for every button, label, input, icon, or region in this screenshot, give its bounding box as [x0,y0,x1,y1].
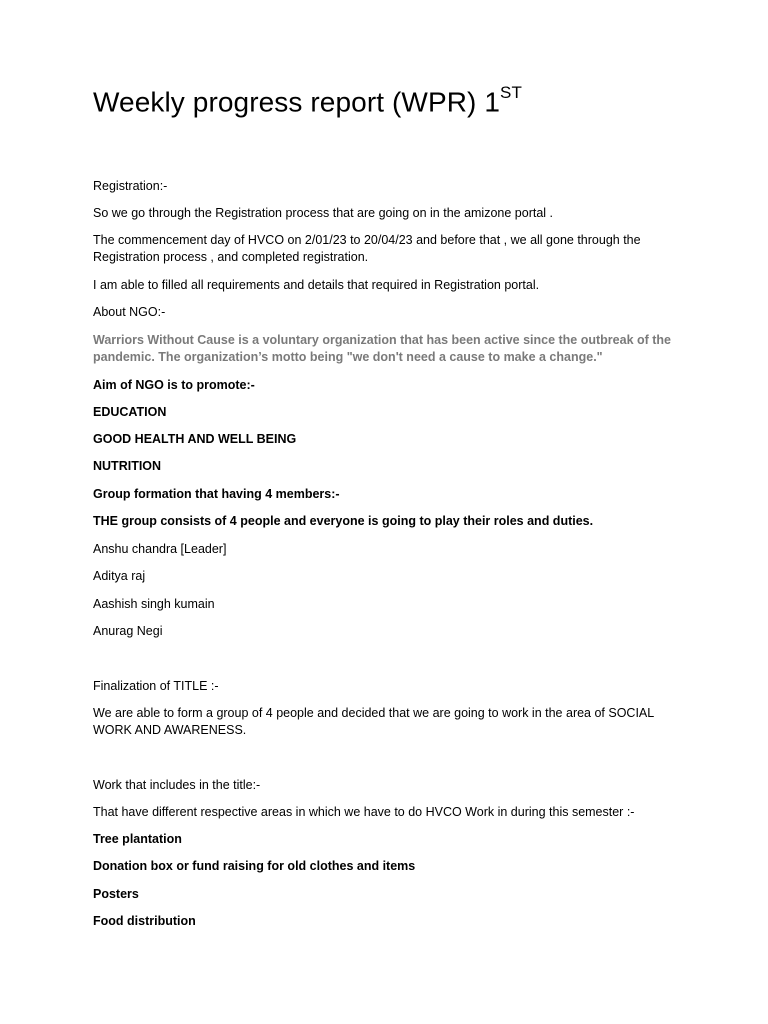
page-title [93,83,522,118]
member-item: Anurag Negi [93,624,163,638]
group-heading: Group formation that having 4 members:- [93,487,340,501]
registration-heading: Registration:- [93,179,168,193]
work-heading: Work that includes in the title:- [93,778,261,792]
registration-paragraph-3: I am able to filled all requirements and details that required in Registration portal. [93,278,540,292]
member-item: Aditya raj [93,569,146,583]
member-item: Aashish singh kumain [93,597,215,611]
work-item: Food distribution [93,914,196,928]
work-item: Donation box or fund raising for old clothes and items [93,859,416,873]
group-text: THE group consists of 4 people and everyone is going to play their roles and duties. [93,514,594,528]
aim-heading: Aim of NGO is to promote:- [93,378,255,392]
about-ngo-heading: About NGO:- [93,305,166,319]
registration-paragraph-1: So we go through the Registration process that are going on in the amizone portal . [93,206,554,220]
finalization-text: We are able to form a group of 4 people and decided that we are going to work in the area of SOCIAL WORK AND AWARENESS. [93,706,654,737]
registration-paragraph-2: The commencement day of HVCO on 2/01/23 to 20/04/23 and before that , we all gone through the Registration process , and completed registration. [93,233,641,264]
aim-item-education: EDUCATION [93,405,167,419]
aim-item-nutrition: NUTRITION [93,459,162,473]
member-item: Anshu chandra [Leader] [93,542,227,556]
work-item: Posters [93,887,139,901]
work-item: Tree plantation [93,832,182,846]
finalization-heading: Finalization of TITLE :- [93,679,219,693]
title-text: Weekly progress report (WPR) 1 [93,86,501,118]
about-ngo-text: Warriors Without Cause is a voluntary organization that has been active since the outbreak of the pandemic. The organization’s motto being "we don't need a cause to make a change." [93,333,672,364]
aim-item-health: GOOD HEALTH AND WELL BEING [93,432,297,446]
work-text: That have different respective areas in which we have to do HVCO Work in during this semester :- [93,805,635,819]
title-superscript: ST [500,83,522,102]
